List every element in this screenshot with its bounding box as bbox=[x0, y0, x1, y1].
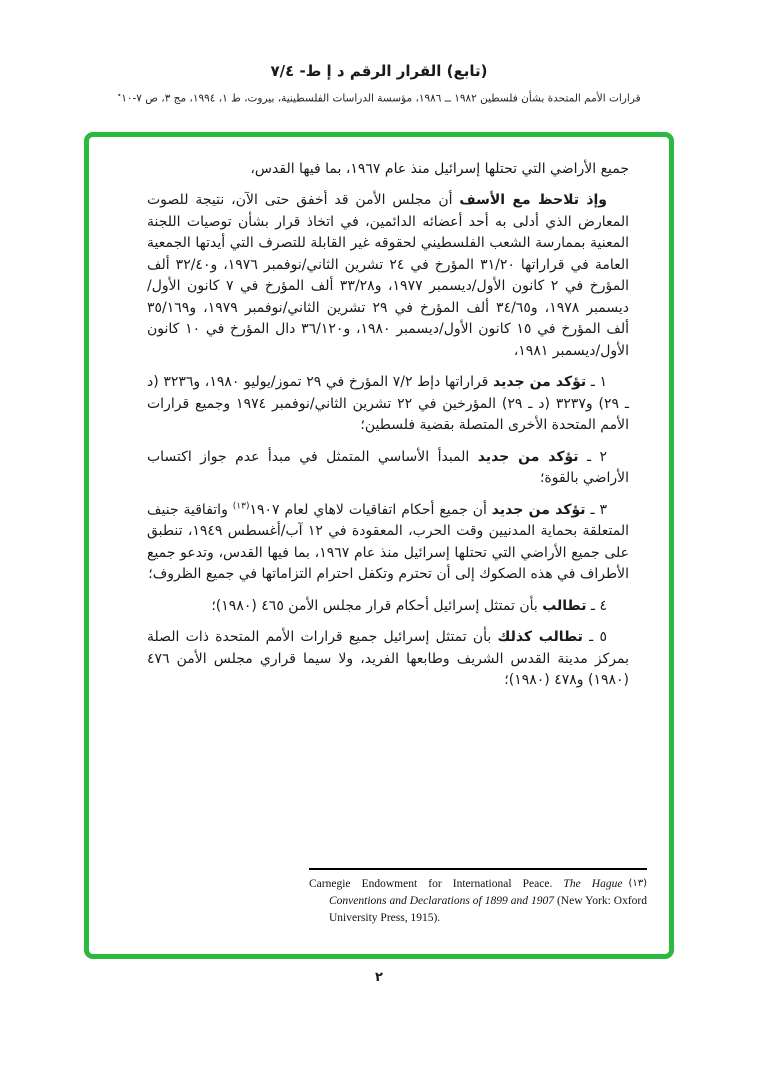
green-frame bbox=[84, 132, 674, 959]
paragraph-operative-4: ٤ ـ تطالب بأن تمتثل إسرائيل أحكام قرار مجلس الأمن ٤٦٥ (١٩٨٠)؛ bbox=[211, 597, 607, 614]
paragraph-text: قراراتها دإط ٧/٢ المؤرخ في ٢٩ تموز/يوليو ١٩٨٠، و٣٢٣٦ (د ـ ٢٩) و٣٢٣٧ (د ـ ٢٩) المؤرخين في ٢٢ تشرين الثاني/نوفمبر ١٩٧٤ وجميع قرارات الأمم المتحدة الأخرى المتصلة بقضية فلسطين؛ bbox=[147, 374, 629, 433]
paragraph-operative-2: ٢ ـ تؤكد من جديد المبدأ الأساسي المتمثل في مبدأ عدم جواز اكتساب الأراضي بالقوة؛ bbox=[147, 448, 629, 486]
paragraph-operative-5: ٥ ـ تطالب كذلك بأن تمتثل إسرائيل جميع قرارات الأمم المتحدة ذات الصلة بمركز مدينة القدس الشريف وطابعها الفريد، ولا سيما قراري مجلس الأمن ٤٧٦ (١٩٨٠) و٤٧٨ (١٩٨٠)؛ bbox=[147, 629, 629, 688]
paragraph-number: ٥ ـ bbox=[589, 629, 608, 645]
source-citation-text: قرارات الأمم المتحدة بشأن فلسطين ١٩٨٢ ــ ١٩٨٦، مؤسسة الدراسات الفلسطينية، بيروت، ط ١، ١٩٩٤، مج ٣، ص ٧-١٠ bbox=[121, 92, 641, 105]
resolution-body bbox=[89, 137, 669, 692]
footnote-reference: (١٣) bbox=[232, 500, 250, 511]
paragraph-text: بأن تمتثل إسرائيل أحكام قرار مجلس الأمن ٤٦٥ (١٩٨٠)؛ bbox=[211, 597, 538, 614]
paragraph-preamble: وإذ تلاحظ مع الأسف أن مجلس الأمن قد أخفق حتى الآن، نتيجة للصوت المعارض الذي أدلى به أحد أعضائه الدائمين، في اتخاذ قرار بشأن توصيات اللجنة المعنية بممارسة الشعب الفلسطيني لحقوقه غير القابلة للتصرف التي أيدتها الجمعية العامة في قراراتها ٣١/٢٠ المؤرخ في ٢٤ تشرين الثاني/نوفمبر ١٩٧٦، و٣٢/٤٠ ألف المؤرخ في ٢ كانون الأول/ديسمبر ١٩٧٧، و٣٣/٢٨ ألف المؤرخ في ٧ كانون الأول/ديسمبر ١٩٧٨، و٣٤/٦٥ ألف المؤرخ في ٢٩ تشرين الثاني/نوفمبر ١٩٧٩، و٣٥/١٦٩ ألف المؤرخ في ١٥ كانون الأول/ديسمبر ١٩٨٠، و٣٦/١٢٠ دال المؤرخ في ١٠ كانون الأول/ديسمبر ١٩٨١، bbox=[147, 192, 630, 359]
source-footnote-marker: ٭ bbox=[117, 91, 122, 99]
footnote-marker: (١٣) bbox=[628, 877, 647, 889]
paragraph-number: ٣ ـ bbox=[590, 501, 608, 518]
page-number: ٢ bbox=[375, 969, 383, 985]
paragraph-number: ٤ ـ bbox=[590, 597, 607, 614]
footnote bbox=[309, 868, 647, 928]
paragraph-number: ١ ـ bbox=[590, 374, 608, 390]
page-header bbox=[0, 0, 758, 105]
footnote-text-roman-1: Carnegie Endowment for International Peace. bbox=[309, 877, 564, 890]
paragraph-text: أن جميع أحكام اتفاقيات لاهاي لعام ١٩٠٧ bbox=[249, 501, 487, 518]
footnote-text bbox=[309, 878, 647, 925]
paragraph-continuation bbox=[147, 159, 629, 181]
paragraph-operative-1: ١ ـ تؤكد من جديد قراراتها دإط ٧/٢ المؤرخ في ٢٩ تموز/يوليو ١٩٨٠، و٣٢٣٦ (د ـ ٢٩) و٣٢٣٧ (د ـ ٢٩) المؤرخين في ٢٢ تشرين الثاني/نوفمبر ١٩٧٤ وجميع قرارات الأمم المتحدة الأخرى المتصلة بقضية فلسطين؛ bbox=[147, 374, 629, 433]
footnote-text-roman-2: (New York: Oxford University Press, 1915). bbox=[329, 895, 647, 925]
footnote-text-italic: The Hague Conventions and Declarations of 1899 and 1907 bbox=[329, 877, 623, 907]
paragraph-text: بأن تمتثل إسرائيل جميع قرارات الأمم المتحدة ذات الصلة بمركز مدينة القدس الشريف وطابعها الفريد، ولا سيما قراري مجلس الأمن ٤٧٦ (١٩٨٠) و٤٧٨ (١٩٨٠)؛ bbox=[147, 629, 629, 688]
source-citation bbox=[0, 91, 758, 105]
paragraph-text: واتفاقية جنيف المتعلقة بحماية المدنيين وقت الحرب، المعقودة في ١٢ آب/أغسطس ١٩٤٩، تنطبق على جميع الأراضي التي تحتلها إسرائيل منذ عام ١٩٦٧، بما فيها القدس، وتدعو جميع الأطراف في هذه الصكوك إلى أن تحترم وتكفل احترام التزاماتها في جميع الظروف؛ bbox=[147, 501, 629, 582]
paragraph-text: أن مجلس الأمن قد أخفق حتى الآن، نتيجة للصوت المعارض الذي أدلى به أحد أعضائه الدائمين، في اتخاذ قرار بشأن توصيات اللجنة المعنية بممارسة الشعب الفلسطيني لحقوقه غير القابلة للتصرف التي أيدتها الجمعية العامة في قراراتها ٣١/٢٠ المؤرخ في ٢٤ تشرين الثاني/نوفمبر ١٩٧٦، و٣٢/٤٠ ألف المؤرخ في ٢ كانون الأول/ديسمبر ١٩٧٧، و٣٣/٢٨ ألف المؤرخ في ٧ كانون الأول/ديسمبر ١٩٧٨، و٣٤/٦٥ ألف المؤرخ في ٢٩ تشرين الثاني/نوفمبر ١٩٧٩، و٣٥/١٦٩ ألف المؤرخ في ١٥ كانون الأول/ديسمبر ١٩٨٠، و٣٦/١٢٠ دال المؤرخ في ١٠ كانون الأول/ديسمبر ١٩٨١، bbox=[147, 192, 630, 359]
resolution-title: (تابع) القرار الرقم د إ ط- ٧/٤ bbox=[270, 62, 488, 80]
paragraph-operative-3: ٣ ـ تؤكد من جديد أن جميع أحكام اتفاقيات لاهاي لعام ١٩٠٧$^{(١٣)}$ واتفاقية جنيف المتعلقة بحماية المدنيين وقت الحرب، المعقودة في ١٢ آب/أغسطس ١٩٤٩، تنطبق على جميع الأراضي التي تحتلها إسرائيل منذ عام ١٩٦٧، بما فيها القدس، وتدعو جميع الأطراف في هذه الصكوك إلى أن تحترم وتكفل احترام التزاماتها في جميع الظروف؛ bbox=[147, 500, 629, 582]
paragraph-text: المبدأ الأساسي المتمثل في مبدأ عدم جواز اكتساب الأراضي بالقوة؛ bbox=[147, 448, 629, 486]
paragraph-number: ٢ ـ bbox=[586, 448, 607, 465]
paragraph-text: جميع الأراضي التي تحتلها إسرائيل منذ عام ١٩٦٧، بما فيها القدس، bbox=[250, 160, 629, 177]
